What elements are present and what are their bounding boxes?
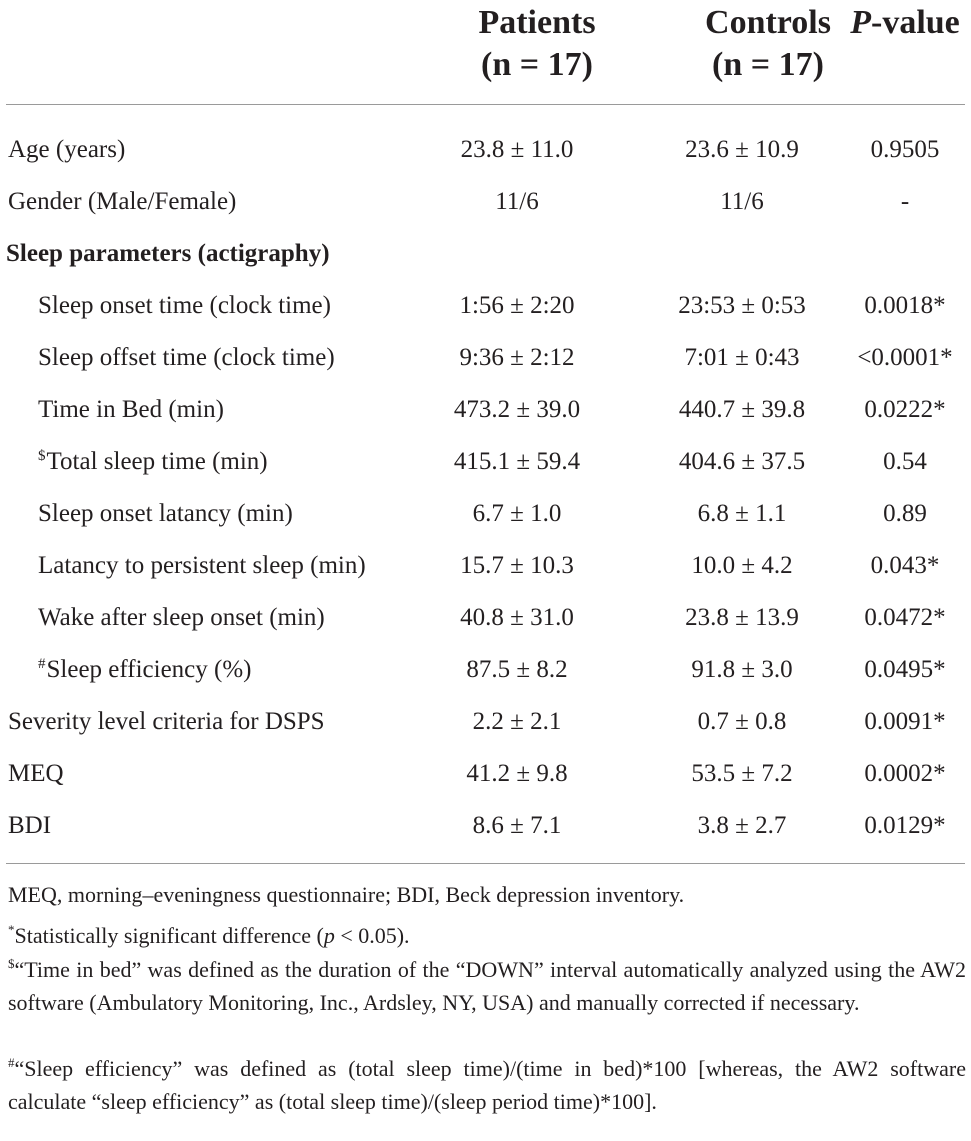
row-label [38, 280, 331, 332]
table-row [0, 124, 971, 176]
patients-value: 9:36 ± 2:12 [459, 344, 575, 371]
patients-value: 415.1 ± 59.4 [453, 448, 581, 475]
row-label [38, 384, 224, 436]
table-row [0, 592, 971, 644]
header-pvalue-rest: -value [871, 4, 960, 41]
row-label [8, 696, 325, 748]
table-top-rule [6, 104, 965, 105]
row-label-text: Wake after sleep onset (min) [38, 604, 325, 631]
controls-value: 404.6 ± 37.5 [678, 448, 806, 475]
row-label-text: Sleep parameters (actigraphy) [6, 240, 330, 267]
controls-value: 7:01 ± 0:43 [684, 344, 800, 371]
row-label-text: Sleep onset time (clock time) [38, 292, 331, 319]
row-footnote-mark: # [38, 656, 46, 672]
patients-value: 1:56 ± 2:20 [459, 292, 575, 319]
table-bottom-rule [6, 863, 965, 864]
header-patients-n: (n = 17) [481, 46, 593, 83]
p-value: 0.0091* [864, 708, 946, 735]
controls-value: 0.7 ± 0.8 [697, 708, 787, 735]
footnote-time-in-bed: $“Time in bed” was defined as the duration of the “DOWN” interval automatically analyzed using the AW2 software (Ambulatory Monitoring, Inc., Ardsley, NY, USA) and manually corrected if necessary. [8, 956, 966, 1015]
controls-value: 23:53 ± 0:53 [678, 292, 806, 319]
row-label-text: Age (years) [8, 136, 126, 163]
p-value: 0.0222* [864, 396, 946, 423]
patients-value: 8.6 ± 7.1 [472, 812, 562, 839]
p-value: 0.0018* [864, 292, 946, 319]
row-label-text: Sleep offset time (clock time) [38, 344, 335, 371]
footnote-abbreviations: MEQ, morning–eveningness questionnaire; BDI, Beck depression inventory. [8, 882, 685, 907]
p-value: 0.0129* [864, 812, 946, 839]
p-value: 0.9505 [870, 136, 940, 163]
patients-value: 41.2 ± 9.8 [466, 760, 568, 787]
table-row [0, 436, 971, 488]
table-row [0, 332, 971, 384]
row-label [38, 644, 252, 696]
controls-value: 91.8 ± 3.0 [691, 656, 793, 683]
patients-value: 87.5 ± 8.2 [466, 656, 568, 683]
controls-value: 3.8 ± 2.7 [697, 812, 787, 839]
section-heading-row [0, 228, 971, 280]
patients-value: 23.8 ± 11.0 [460, 136, 574, 163]
p-value: 0.89 [883, 500, 927, 527]
row-label [38, 540, 366, 592]
row-label [38, 436, 268, 488]
patients-value: 11/6 [495, 188, 539, 215]
row-label [6, 228, 330, 280]
table-row [0, 540, 971, 592]
row-label-text: Gender (Male/Female) [8, 188, 237, 215]
header-controls-title: Controls [705, 4, 831, 41]
footnote-significance-mark: * [8, 922, 15, 937]
p-value: - [900, 188, 910, 215]
controls-value: 10.0 ± 4.2 [691, 552, 793, 579]
footnote-dollar-mark: $ [8, 956, 15, 971]
row-label [8, 800, 51, 852]
p-value: 0.0495* [864, 656, 946, 683]
p-value: 0.0472* [864, 604, 946, 631]
patients-value: 40.8 ± 31.0 [460, 604, 574, 631]
table-row [0, 800, 971, 852]
p-value: 0.54 [883, 448, 927, 475]
controls-value: 23.6 ± 10.9 [685, 136, 799, 163]
header-controls-n: (n = 17) [712, 46, 824, 83]
p-value: 0.043* [870, 552, 940, 579]
table-row [0, 644, 971, 696]
controls-value: 440.7 ± 39.8 [678, 396, 806, 423]
table-row [0, 384, 971, 436]
footnote-hash-mark: # [8, 1055, 15, 1070]
controls-value: 23.8 ± 13.9 [685, 604, 799, 631]
footnote-sleep-efficiency: #“Sleep efficiency” was defined as (total sleep time)/(time in bed)*100 [whereas, the AW2 software calculate “sleep efficiency” as (total sleep time)/(sleep period time)*100]. [8, 1055, 966, 1114]
header-pvalue [840, 2, 970, 44]
table-row [0, 748, 971, 800]
p-value: 0.0002* [864, 760, 946, 787]
row-label-text: Latancy to persistent sleep (min) [38, 552, 366, 579]
header-patients [437, 2, 637, 86]
row-label [38, 592, 325, 644]
patients-value: 2.2 ± 2.1 [472, 708, 562, 735]
row-label [8, 176, 236, 228]
table-row [0, 488, 971, 540]
controls-value: 53.5 ± 7.2 [691, 760, 793, 787]
table-row [0, 280, 971, 332]
row-label [8, 124, 125, 176]
row-label-text: Time in Bed (min) [38, 396, 224, 423]
row-label [38, 488, 293, 540]
row-label-text: BDI [8, 812, 52, 839]
patients-value: 473.2 ± 39.0 [453, 396, 581, 423]
p-value: <0.0001* [857, 344, 953, 371]
table-row [0, 696, 971, 748]
row-label-text: Total sleep time (min) [46, 448, 268, 475]
footnote-significance: *Statistically significant difference (p < 0.05). [8, 922, 410, 948]
row-label-text: MEQ [8, 760, 64, 787]
row-label-text: Sleep efficiency (%) [46, 656, 252, 683]
header-patients-title: Patients [478, 4, 596, 41]
row-footnote-mark: $ [38, 448, 46, 464]
header-pvalue-p: P [850, 4, 871, 41]
controls-value: 6.8 ± 1.1 [697, 500, 787, 527]
patients-value: 6.7 ± 1.0 [472, 500, 562, 527]
table-row [0, 176, 971, 228]
row-label-text: Severity level criteria for DSPS [8, 708, 325, 735]
controls-value: 11/6 [720, 188, 764, 215]
row-label [38, 332, 335, 384]
row-label-text: Sleep onset latancy (min) [38, 500, 293, 527]
patients-value: 15.7 ± 10.3 [460, 552, 574, 579]
row-label [8, 748, 64, 800]
